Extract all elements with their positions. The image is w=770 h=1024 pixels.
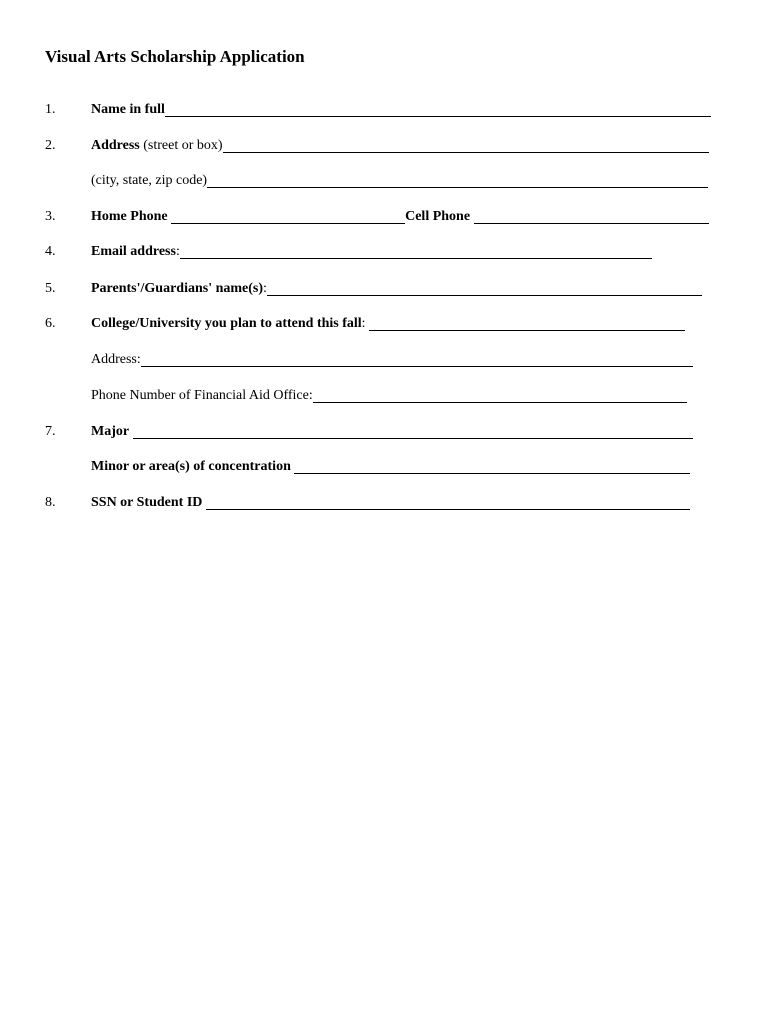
college-colon: : xyxy=(361,316,366,331)
home-phone-field[interactable] xyxy=(171,208,405,224)
item-number: 2. xyxy=(45,138,56,153)
college-label: College/University you plan to attend this fall xyxy=(91,316,362,331)
parents-field[interactable] xyxy=(267,280,702,296)
parents-colon: : xyxy=(263,281,267,296)
email-colon: : xyxy=(175,244,180,259)
finaid-phone-label: Phone Number of Financial Aid Office: xyxy=(91,388,313,403)
email-label: Email address xyxy=(91,244,176,259)
item-number: 1. xyxy=(45,102,56,117)
college-address-field[interactable] xyxy=(141,351,693,367)
minor-label: Minor or area(s) of concentration xyxy=(91,459,291,474)
parents-label: Parents'/Guardians' name(s) xyxy=(91,281,264,296)
major-label: Major xyxy=(91,424,130,439)
minor-field[interactable] xyxy=(294,458,690,474)
cell-phone-field[interactable] xyxy=(474,208,709,224)
finaid-phone-field[interactable] xyxy=(313,387,687,403)
cell-phone-label: Cell Phone xyxy=(405,209,471,224)
name-field[interactable] xyxy=(165,101,711,117)
item-number: 6. xyxy=(45,316,56,331)
address-label: Address xyxy=(91,138,140,153)
item-number: 8. xyxy=(45,495,56,510)
college-field[interactable] xyxy=(369,315,685,331)
address-field[interactable] xyxy=(223,137,709,153)
ssn-label: SSN or Student ID xyxy=(91,495,203,510)
page-title: Visual Arts Scholarship Application xyxy=(45,47,305,66)
address-hint: (street or box) xyxy=(143,138,223,153)
item-number: 4. xyxy=(45,244,56,259)
name-label: Name in full xyxy=(91,102,165,117)
ssn-field[interactable] xyxy=(206,494,690,510)
item-number: 5. xyxy=(45,281,56,296)
item-number: 7. xyxy=(45,424,56,439)
college-address-label: Address: xyxy=(91,352,141,367)
item-number: 3. xyxy=(45,209,56,224)
major-field[interactable] xyxy=(133,423,693,439)
city-field[interactable] xyxy=(207,172,708,188)
city-label: (city, state, zip code) xyxy=(91,173,208,188)
email-field[interactable] xyxy=(180,243,652,259)
home-phone-label: Home Phone xyxy=(91,209,168,224)
